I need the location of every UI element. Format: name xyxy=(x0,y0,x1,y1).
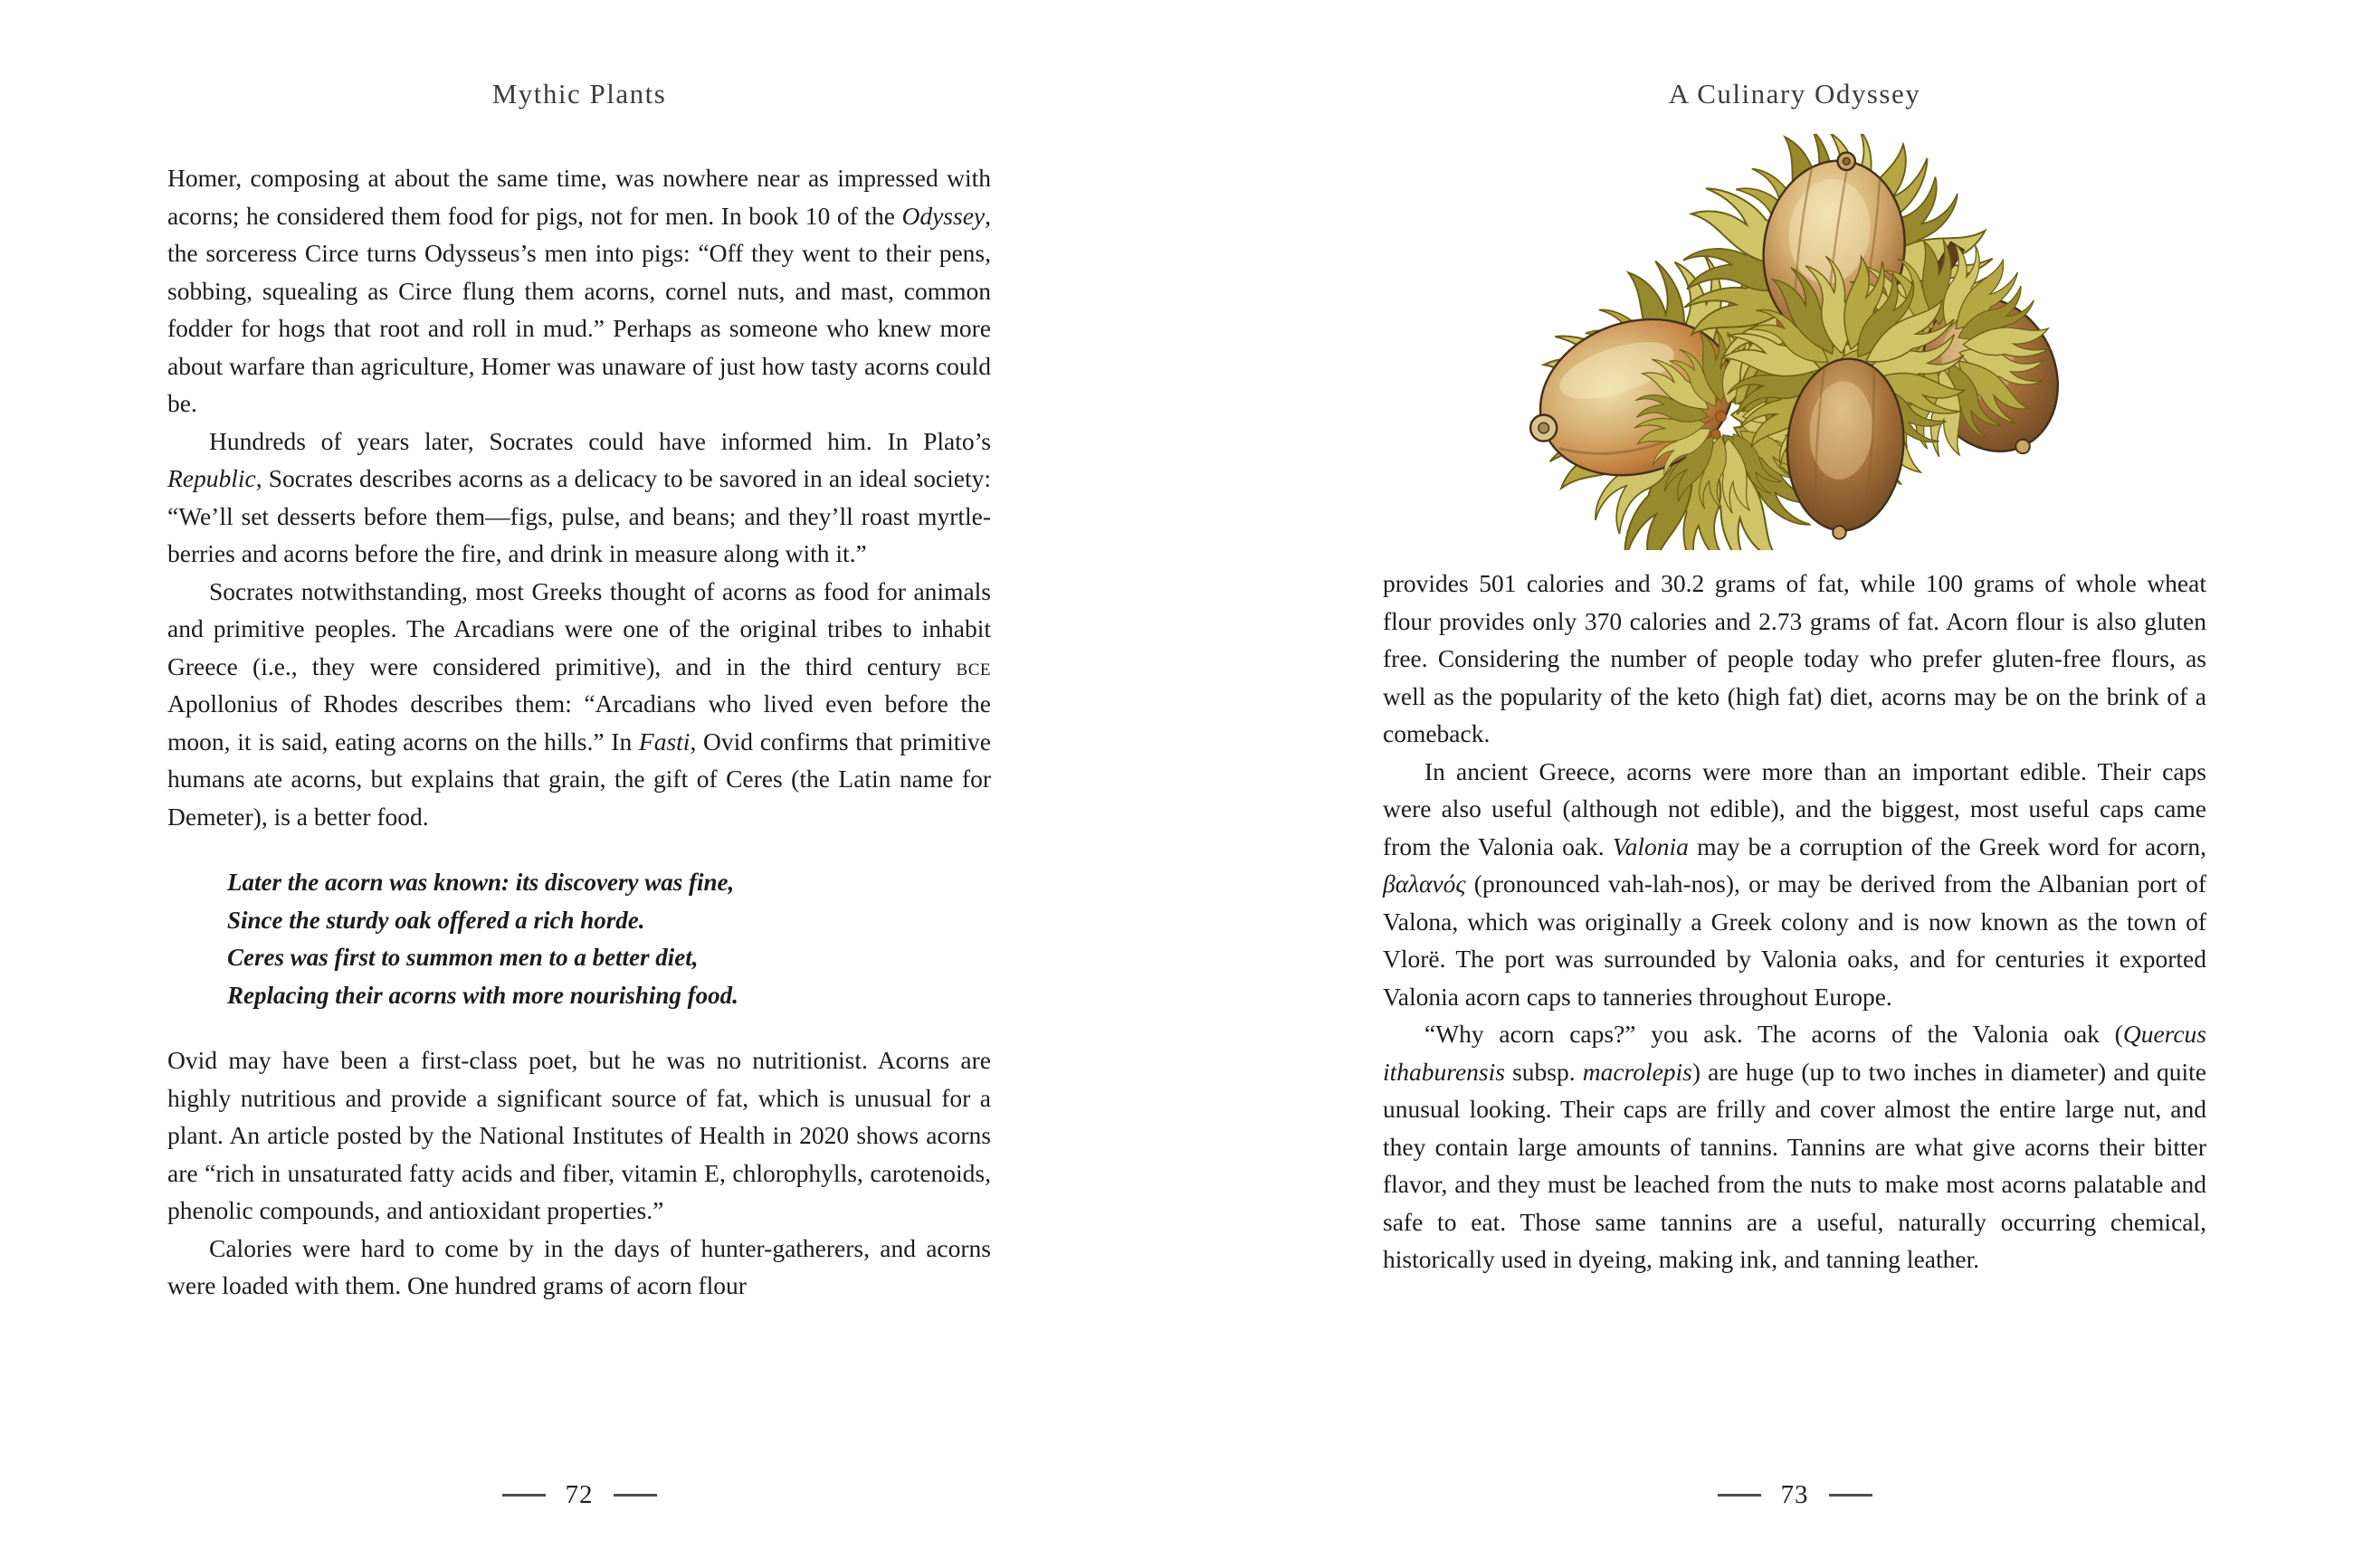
right-page xyxy=(1176,0,2353,1568)
body-paragraph: Socrates notwithstanding, most Greeks thought of acorns as food for animals and primitive peoples. The Arcadians were one of the original tribes to inhabit Greece (i.e., they were considered primitive), and in the third century BCE Apollonius of Rhodes describes them: “Arcadians who lived even before the moon, it is said, eating acorns on the hills.” In Fasti, Ovid confirms that primitive humans ate acorns, but explains that grain, the gift of Ceres (the Latin name for Demeter), is a better food. xyxy=(167,576,992,831)
right-text-column xyxy=(1383,0,2206,1278)
poem-line: Later the acorn was known: its discovery was fine, xyxy=(227,869,735,896)
running-head-left: Mythic Plants xyxy=(491,78,667,109)
folio-rule xyxy=(1829,1494,1872,1497)
poem-line: Ceres was first to summon men to a better diet, xyxy=(227,944,699,971)
poem-line: Since the sturdy oak offered a rich horde. xyxy=(227,906,645,934)
body-paragraph: Ovid may have been a first-class poet, but he was no nutritionist. Acorns are highly nutritious and provide a significant source of fat, which is unusual for a plant. An article posted by the National Institutes of Health in 2020 shows acorns are “rich in unsaturated fatty acids and fiber, vitamin E, chlorophylls, carotenoids, phenolic compounds, and antioxidant properties.” xyxy=(167,1046,991,1224)
folio-right xyxy=(1383,1480,2206,1510)
folio-rule xyxy=(502,1494,546,1497)
body-paragraph: In ancient Greece, acorns were more than an important edible. Their caps were also useful (although not edible), and the biggest, most useful caps came from the Valonia oak. Valonia may be a corruption of the Greek word for acorn, βαλανός (pronounced vah-lah-nos), or may be derived from the Albanian port of Valona, which was originally a Greek colony and is now known as the town of Vlorë. The port was surrounded by Valonia oaks, and for centuries it exported Valonia acorn caps to tanneries throughout Europe. xyxy=(1383,756,2206,1011)
left-page xyxy=(0,0,1176,1568)
left-text-column xyxy=(167,0,991,1305)
poem-line: Replacing their acorns with more nourishing food. xyxy=(227,981,738,1009)
acorn-right-tip-nub xyxy=(2015,440,2030,454)
acorn-top-stem-nub xyxy=(1838,153,1855,170)
acorn-bottom-tip-nub xyxy=(1833,526,1846,539)
body-paragraph: provides 501 calories and 30.2 grams of fat, while 100 grams of whole wheat flour provides only 370 calories and 2.73 grams of fat. Acorn flour is also gluten free. Considering the number of people today who prefer gluten-free flours, as well as the popularity of the keto (high fat) diet, acorns may be on the brink of a comeback. xyxy=(1383,569,2206,747)
folio-left xyxy=(167,1480,991,1510)
body-paragraph: Homer, composing at about the same time, was nowhere near as impressed with acorns; he considered them food for pigs, not for men. In book 10 of the Odyssey, the sorceress Circe turns Odysseus’s men into pigs: “Off they went to their pens, sobbing, squealing as Circe flung them acorns, cornel nuts, and mast, common fodder for hogs that root and roll in mud.” Perhaps as someone who knew more about warfare than agriculture, Homer was unaware of just how tasty acorns could be. xyxy=(167,164,991,417)
body-paragraph: Hundreds of years later, Socrates could have informed him. In Plato’s Republic, Socrates describes acorns as a delicacy to be savored in an ideal society: “We’ll set desserts before them—figs, pulse, and beans; and they’ll roast myrtle-berries and acorns before the fire, and drink in measure along with it.” xyxy=(167,426,991,567)
poem-quote xyxy=(227,864,991,1014)
acorn-left-stem-curl xyxy=(1530,414,1557,441)
body-paragraph: Calories were hard to come by in the days of hunter-gatherers, and acorns were loaded with them. One hundred grams of acorn flour xyxy=(167,1233,991,1299)
body-paragraph: “Why acorn caps?” you ask. The acorns of the Valonia oak (Quercus ithaburensis subsp. macrolepis) are huge (up to two inches in diameter) and quite unusual looking. Their caps are frilly and cover almost the entire large nut, and they contain large amounts of tannins. Tannins are what give acorns their bitter flavor, and they must be leached from the nuts to make most acorns palatable and safe to eat. Those same tannins are a useful, naturally occurring chemical, historically used in dyeing, making ink, and tanning leather. xyxy=(1383,1020,2207,1273)
folio-rule xyxy=(1718,1494,1761,1497)
page-number: 72 xyxy=(565,1480,594,1509)
folio-rule xyxy=(614,1494,657,1497)
valonia-acorn-illustration xyxy=(1505,134,2084,550)
running-head-right: A Culinary Odyssey xyxy=(1668,78,1921,109)
page-number: 73 xyxy=(1780,1480,1809,1509)
